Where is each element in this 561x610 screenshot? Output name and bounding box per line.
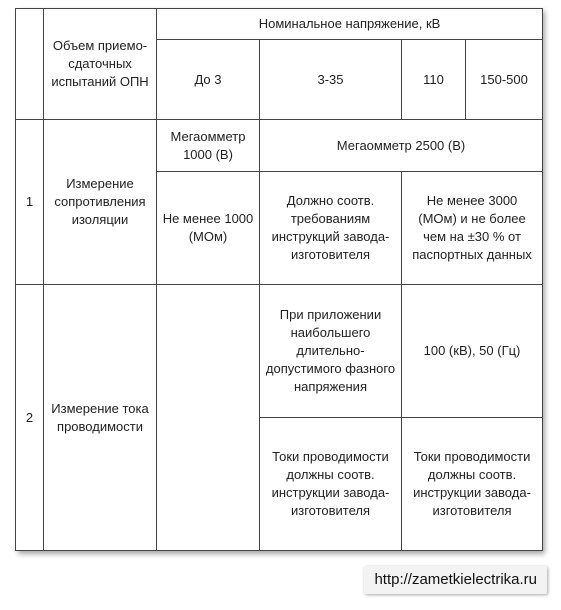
row1-req-high: Не менее 3000 (МОм) и не более чем на ±30 % от паспортных данных	[412, 192, 532, 262]
row1-device-row	[16, 120, 543, 171]
table-container	[15, 8, 542, 551]
voltage-class-label: 150-500	[480, 71, 528, 87]
header-volume-label: Объем приемо-сдаточных испытаний ОПН	[51, 38, 149, 90]
row1-device-low: Мегаомметр 1000 (В)	[170, 128, 246, 162]
voltage-class-label: 3-35	[317, 71, 344, 87]
row2-number: 2	[25, 409, 34, 425]
header-voltage-label: Номинальное напряжение, кВ	[258, 15, 441, 31]
header-number-cell	[16, 9, 44, 120]
row1-device-high: Мегаомметр 2500 (В)	[336, 137, 466, 153]
header-row-1	[16, 9, 543, 40]
row2-test-value-cell	[402, 285, 543, 418]
row1-req-low-cell	[157, 171, 260, 285]
voltage-class-label: До 3	[194, 71, 222, 87]
row2-condition-cell	[260, 285, 402, 418]
row1-req-mid-cell	[260, 171, 402, 285]
row1-device-high-cell	[260, 120, 543, 171]
row1-number-cell	[16, 120, 44, 285]
header-volume-cell	[44, 9, 157, 120]
row2-name-cell	[44, 285, 157, 551]
voltage-class-cell	[157, 39, 260, 120]
row2-condition-row	[16, 285, 543, 418]
row2-name: Измерение тока проводимости	[51, 400, 149, 434]
row1-device-low-cell	[157, 120, 260, 171]
row1-number: 1	[25, 194, 34, 210]
row2-req-mid: Токи проводимости должны соотв. инструкции завода-изготовителя	[271, 449, 390, 518]
row2-req-high: Токи проводимости должны соотв. инструкции завода-изготовителя	[413, 449, 531, 518]
voltage-class-cell	[466, 39, 543, 120]
row2-req-high-cell	[402, 418, 543, 551]
test-table	[15, 8, 543, 551]
row1-req-low: Не менее 1000 (МОм)	[162, 210, 254, 244]
row1-req-high-cell	[402, 171, 543, 285]
row2-number-cell	[16, 285, 44, 551]
row2-req-mid-cell	[260, 418, 402, 551]
row1-req-mid: Должно соотв. требованиям инструкций завода-изготовителя	[271, 192, 390, 262]
row2-condition: При приложении наибольшего длительно-допустимого фазного напряжения	[265, 307, 396, 395]
site-url-watermark: http://zametkielectrika.ru	[364, 566, 547, 594]
voltage-class-cell	[260, 39, 402, 120]
header-voltage-cell	[157, 9, 543, 40]
row2-empty-cell	[157, 285, 260, 551]
row2-test-value: 100 (кВ), 50 (Гц)	[423, 343, 521, 359]
voltage-class-label: 110	[423, 71, 444, 87]
voltage-class-cell	[402, 39, 466, 120]
row1-name: Измерение сопротивления изоляции	[54, 176, 146, 228]
row1-name-cell	[44, 120, 157, 285]
